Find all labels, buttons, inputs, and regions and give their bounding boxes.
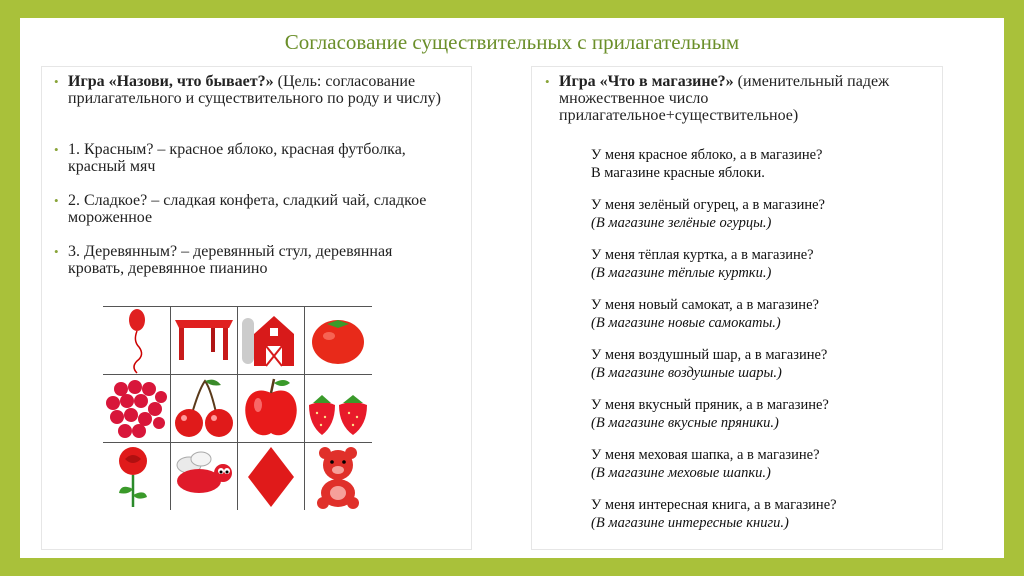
rose-icon [103, 443, 170, 510]
left-item-text: 3. Деревянным? – деревянный стул, деревянная кровать, деревянное пианино [68, 243, 393, 277]
dialog-item [591, 146, 823, 182]
strawberry-icon [305, 375, 372, 442]
dialog-answer: (В магазине зелёные огурцы.) [591, 215, 772, 231]
diamond-icon [238, 443, 304, 510]
dialog-item [591, 196, 825, 232]
dialog-question: У меня новый самокат, а в магазине? [591, 297, 819, 313]
right-intro [545, 73, 934, 124]
dialog-item [591, 346, 827, 382]
dialog-question: У меня красное яблоко, а в магазине? [591, 147, 823, 163]
dialog-question: У меня меховая шапка, а в магазине? [591, 447, 820, 463]
bullet-icon: • [545, 74, 550, 89]
raspberry-icon [103, 375, 170, 442]
dialog-answer: (В магазине воздушные шары.) [591, 365, 782, 381]
ladybug-icon [171, 443, 237, 510]
table-icon [171, 306, 237, 374]
right-intro-title: Игра «Что в магазине?» [559, 73, 734, 90]
teddy-bear-icon [305, 443, 372, 510]
dialog-answer: В магазине красные яблоки. [591, 165, 765, 181]
apple-icon [238, 375, 304, 442]
tomato-icon [305, 306, 372, 374]
dialog-question: У меня тёплая куртка, а в магазине? [591, 247, 814, 263]
dialog-item [591, 246, 814, 282]
left-intro-title: Игра «Назови, что бывает?» [68, 73, 274, 90]
dialog-item [591, 446, 820, 482]
dialog-question: У меня воздушный шар, а в магазине? [591, 347, 828, 363]
bullet-icon: • [54, 193, 59, 208]
dialog-answer: (В магазине тёплые куртки.) [591, 265, 772, 281]
dialog-item [591, 396, 829, 432]
bullet-icon: • [54, 74, 59, 89]
dialog-answer: (В магазине вкусные пряники.) [591, 415, 779, 431]
left-intro [54, 73, 458, 107]
dialog-answer: (В магазине интересные книги.) [591, 515, 789, 531]
left-intro-text: (Цель: согласование прилагательного и существительного по роду и числу) [68, 73, 441, 107]
left-item-2 [54, 192, 448, 226]
left-item-3 [54, 243, 448, 277]
left-item-text: 1. Красным? – красное яблоко, красная футболка, красный мяч [68, 141, 406, 175]
left-item-text: 2. Сладкое? – сладкая конфета, сладкий чай, сладкое мороженное [68, 192, 427, 226]
barn-icon [238, 306, 304, 374]
balloon-icon [103, 306, 170, 374]
dialog-answer: (В магазине новые самокаты.) [591, 315, 781, 331]
bullet-icon: • [54, 142, 59, 157]
slide-title: Согласование существительных с прилагательным [284, 30, 740, 54]
right-intro-text: (именительный падеж множественное число прилагательное+существительное) [559, 73, 890, 124]
slide [20, 18, 1004, 558]
left-item-1 [54, 141, 448, 175]
picture-grid [103, 306, 372, 510]
cherry-icon [171, 375, 237, 442]
left-panel [41, 66, 472, 550]
bullet-icon: • [54, 244, 59, 259]
dialog-item [591, 496, 837, 532]
dialog-question: У меня зелёный огурец, а в магазине? [591, 197, 825, 213]
dialog-question: У меня интересная книга, а в магазине? [591, 497, 837, 513]
dialog-item [591, 296, 819, 332]
dialog-question: У меня вкусный пряник, а в магазине? [591, 397, 829, 413]
dialog-answer: (В магазине меховые шапки.) [591, 465, 771, 481]
right-panel [531, 66, 943, 550]
